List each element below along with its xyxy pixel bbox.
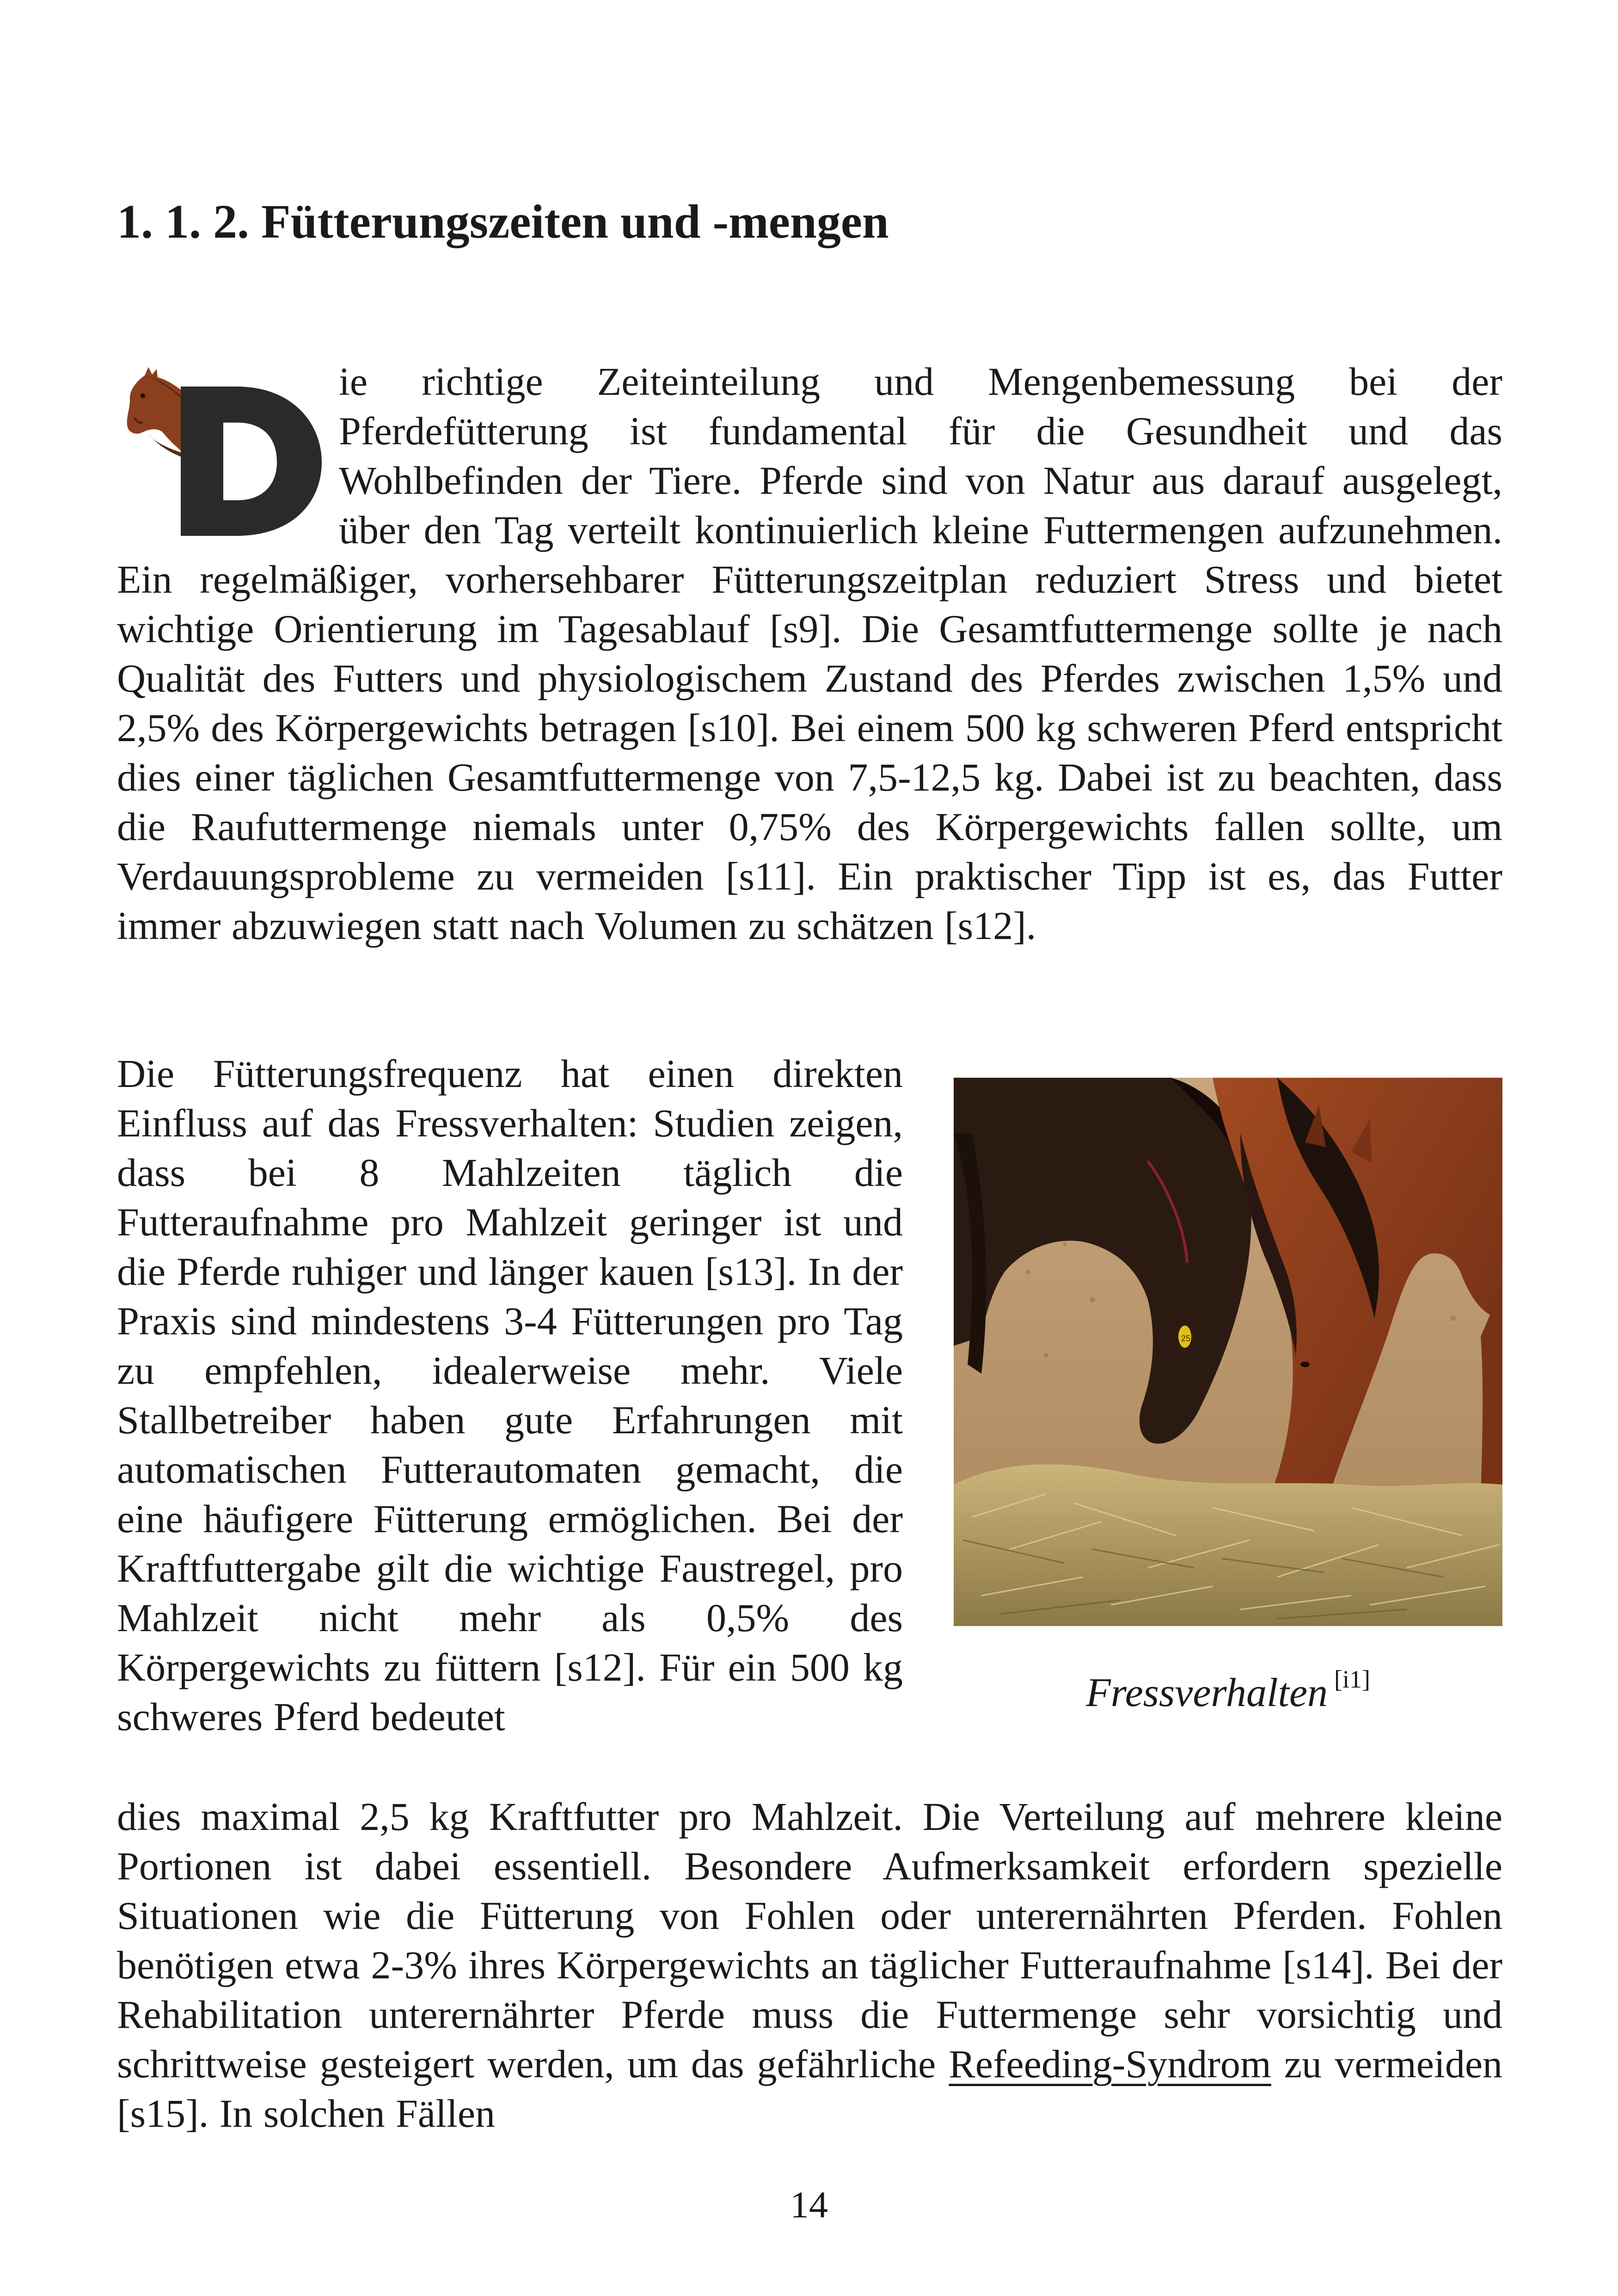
frequency-paragraph: Die Fütterungsfrequenz hat einen direkten Einfluss auf das Fressverhalten: Studien zeigen, dass bei 8 Mahlzeiten täglich die Futteraufnahme pro Mahlzeit geringer ist und die Pferde ruhiger und länger kauen [s13]. In der Praxis sind mindestens 3-4 Fütterungen pro Tag zu empfehlen, idealerweise mehr. Viele Stallbetreiber haben gute Erfahrungen mit automatischen Futterautomaten gemacht, die eine häufigere Fütterung ermöglichen. Bei der Kraftfuttergabe gilt die wichtige Faustregel, pro Mahlzeit nicht mehr als 0,5% des Körpergewichts zu füttern [s12]. Für ein 500 kg schweres Pferd bedeutet [117,1051,903,1739]
ear-tag-number: 25 [1181,1334,1191,1343]
special-cases-paragraph [117,1792,1502,2138]
special-cases-text-end: zu vermeiden [s15]. In solchen Fällen [117,2042,1503,2136]
horses-grazing-photo [954,1078,1502,1626]
intro-paragraph [117,357,1502,951]
figure-reference: [i1] [1334,1665,1370,1693]
page-number: 14 [790,2184,828,2226]
section-heading: 1. 1. 2. Fütterungszeiten und -mengen [117,195,889,248]
special-cases-text: dies maximal 2,5 kg Kraftfutter pro Mahlzeit. Die Verteilung auf mehrere kleine Portionen ist dabei essentiell. Besondere Aufmerksamkeit erfordern spezielle Situationen wie die Fütterung von Fohlen oder unterernährten Pferden. Fohlen benötigen etwa 2-3% ihres Körpergewichts an täglicher Futteraufnahme [s14]. Bei der Rehabilitation unterernährter Pferde muss die Futtermenge sehr vorsichtig und schrittweise gesteigert werden, um das gefährliche [117,1794,1502,2086]
dropcap [116,362,333,538]
refeeding-syndrome-link[interactable]: Refeeding-Syndrom [949,2042,1271,2086]
figure-caption-text: Fressverhalten [1086,1670,1328,1715]
figure-caption [954,1664,1502,1718]
intro-text: ie richtige Zeiteinteilung und Mengenbemessung bei der Pferdefütterung ist fundamental für die Gesundheit und das Wohlbefinden der Tiere. Pferde sind von Natur aus darauf ausgelegt, über den Tag verteilt kontinuierlich kleine Futtermengen aufzunehmen. Ein regelmäßiger, vorhersehbarer Fütterungszeitplan reduziert Stress und bietet wichtige Orientierung im Tagesablauf [s9]. Die Gesamtfuttermenge sollte je nach Qualität des Futters und physiologischem Zustand des Pferdes zwischen 1,5% und 2,5% des Körpergewichts betragen [s10]. Bei einem 500 kg schweren Pferd entspricht dies einer täglichen Gesamtfuttermenge von 7,5-12,5 kg. Dabei ist zu beachten, dass die Raufuttermenge niemals unter 0,75% des Körpergewichts fallen sollte, um Verdauungsprobleme zu vermeiden [s11]. Ein praktischer Tipp ist es, das Futter immer abzuwiegen statt nach Volumen zu schätzen [s12]. [117,359,1502,948]
dropcap-horse-illustration [116,362,333,538]
